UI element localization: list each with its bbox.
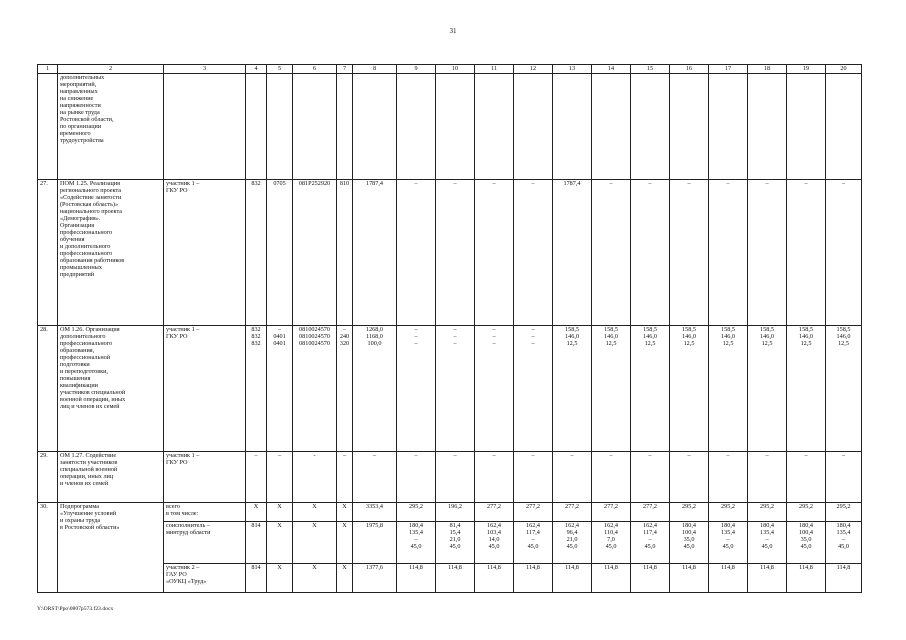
header-cell: 17 xyxy=(709,65,748,74)
executor-cell: участник 2 – ГАУ РО «ОУКЦ «Труд» xyxy=(164,564,246,593)
vr-cell: Х xyxy=(337,522,353,564)
value-cell: 158,5 146,0 12,5 xyxy=(631,326,670,452)
header-cell: 18 xyxy=(748,65,787,74)
table-row-28 xyxy=(38,326,862,452)
value-cell: 162,4 117,4 – 45,0 xyxy=(514,522,553,564)
value-cell: – xyxy=(397,180,436,326)
value-cell xyxy=(397,74,436,180)
value-cell: 114,8 xyxy=(631,564,670,593)
row-number: 28. xyxy=(38,326,58,452)
header-cell: 11 xyxy=(475,65,514,74)
header-cell: 12 xyxy=(514,65,553,74)
value-cell: 162,4 96,4 21,0 45,0 xyxy=(553,522,592,564)
value-cell: 180,4 100,4 35,0 45,0 xyxy=(670,522,709,564)
value-cell: 295,2 xyxy=(670,503,709,522)
csr-cell: 081P252920 xyxy=(293,180,337,326)
header-cell: 15 xyxy=(631,65,670,74)
header-cell: 10 xyxy=(436,65,475,74)
value-cell: – xyxy=(748,180,787,326)
vr-cell: 810 xyxy=(337,180,353,326)
value-cell: – xyxy=(592,180,631,326)
value-cell: 81,4 15,4 21,0 45,0 xyxy=(436,522,475,564)
total-cell: 1787,4 xyxy=(353,180,397,326)
table-row-29 xyxy=(38,452,862,503)
value-cell xyxy=(246,74,267,180)
value-cell: 114,8 xyxy=(709,564,748,593)
value-cell: 180,4 100,4 35,0 45,0 xyxy=(787,522,826,564)
value-cell: 180,4 135,4 – 45,0 xyxy=(709,522,748,564)
total-cell: 1268,0 1168,0 100,0 xyxy=(353,326,397,452)
measure-name: ПОМ 1.25. Реализация регионального проекта «Содействие занятости (Ростовская область)» национального проекта «Демография». Организация профессионального обучения и дополнительного профессионального образования работников промышленных предприятий xyxy=(58,180,164,326)
value-cell xyxy=(514,74,553,180)
header-cell: 14 xyxy=(592,65,631,74)
value-cell xyxy=(787,74,826,180)
header-cell: 16 xyxy=(670,65,709,74)
measure-name: ОМ 1.27. Содействие занятости участников специальной военной операции, иных лиц и членов их семей xyxy=(58,452,164,503)
header-cell: 4 xyxy=(246,65,267,74)
value-cell: 180,4 135,4 – 45,0 xyxy=(748,522,787,564)
total-cell: 1377,6 xyxy=(353,564,397,593)
value-cell xyxy=(293,74,337,180)
header-cell: 7 xyxy=(337,65,353,74)
csr-cell: Х xyxy=(293,522,337,564)
value-cell: – xyxy=(670,180,709,326)
value-cell xyxy=(353,74,397,180)
table-row-30-total xyxy=(38,503,862,522)
value-cell: 158,5 146,0 12,5 xyxy=(553,326,592,452)
executor-cell: соисполнитель – минтруд области xyxy=(164,522,246,564)
table-row-27 xyxy=(38,180,862,326)
value-cell: 180,4 135,4 – 45,0 xyxy=(397,522,436,564)
row-number xyxy=(38,74,58,180)
vr-cell: Х xyxy=(337,564,353,593)
total-cell: 3353,4 xyxy=(353,503,397,522)
rzpr-cell: – 0401 0401 xyxy=(267,326,293,452)
value-cell: 114,8 xyxy=(553,564,592,593)
value-cell: 295,2 xyxy=(709,503,748,522)
value-cell: 295,2 xyxy=(826,503,862,522)
grbs-cell: 832 832 832 xyxy=(246,326,267,452)
executor-cell xyxy=(164,74,246,180)
value-cell: 114,8 xyxy=(748,564,787,593)
measure-name: Подпрограмма «Улучшение условий и охраны труда в Ростовской области» xyxy=(58,503,164,593)
column-number-header xyxy=(38,65,862,74)
header-cell: 3 xyxy=(164,65,246,74)
table-row-continuation xyxy=(38,74,862,180)
header-cell: 9 xyxy=(397,65,436,74)
value-cell xyxy=(592,74,631,180)
value-cell: – xyxy=(670,452,709,503)
value-cell xyxy=(436,74,475,180)
value-cell xyxy=(553,74,592,180)
value-cell: 1787,4 xyxy=(553,180,592,326)
value-cell: – – – xyxy=(397,326,436,452)
header-cell: 5 xyxy=(267,65,293,74)
rzpr-cell: Х xyxy=(267,503,293,522)
value-cell: 114,8 xyxy=(436,564,475,593)
header-cell: 13 xyxy=(553,65,592,74)
value-cell xyxy=(631,74,670,180)
row-number: 30. xyxy=(38,503,58,593)
value-cell xyxy=(475,74,514,180)
rzpr-cell: Х xyxy=(267,522,293,564)
value-cell: 114,8 xyxy=(826,564,862,593)
value-cell: 158,5 146,0 12,5 xyxy=(670,326,709,452)
csr-cell: - xyxy=(293,452,337,503)
value-cell: – xyxy=(436,452,475,503)
value-cell: – xyxy=(826,180,862,326)
value-cell: 295,2 xyxy=(397,503,436,522)
value-cell xyxy=(670,74,709,180)
value-cell: 277,2 xyxy=(592,503,631,522)
value-cell: 114,8 xyxy=(592,564,631,593)
value-cell: 162,4 110,4 7,0 45,0 xyxy=(592,522,631,564)
value-cell: 196,2 xyxy=(436,503,475,522)
rzpr-cell: 0705 xyxy=(267,180,293,326)
value-cell: 114,8 xyxy=(397,564,436,593)
value-cell: – xyxy=(826,452,862,503)
grbs-cell: 814 xyxy=(246,564,267,593)
value-cell: – – – xyxy=(436,326,475,452)
program-table xyxy=(37,64,862,593)
executor-cell: участник 1 – ГКУ РО xyxy=(164,180,246,326)
grbs-cell: – xyxy=(246,452,267,503)
value-cell xyxy=(337,74,353,180)
value-cell: 158,5 146,0 12,5 xyxy=(592,326,631,452)
header-cell: 6 xyxy=(293,65,337,74)
document-path-footer: Y:\ORST\Ppo\0807p573.f23.docx xyxy=(37,606,114,612)
grbs-cell: 832 xyxy=(246,180,267,326)
csr-cell: Х xyxy=(293,564,337,593)
value-cell: 277,2 xyxy=(553,503,592,522)
page-number: 31 xyxy=(449,27,457,35)
value-cell: 277,2 xyxy=(631,503,670,522)
value-cell: 180,4 135,4 – 45,0 xyxy=(826,522,862,564)
grbs-cell: Х xyxy=(246,503,267,522)
executor-cell: участник 1 – ГКУ РО xyxy=(164,452,246,503)
total-cell: 1975,8 xyxy=(353,522,397,564)
value-cell: – xyxy=(553,452,592,503)
measure-name: дополнительных мероприятий, направленных на снижение напряженности на рынке труда Ростовской области, по организации временного трудоустройства xyxy=(58,74,164,180)
value-cell: – – – xyxy=(514,326,553,452)
executor-cell: всего в том числе: xyxy=(164,503,246,522)
value-cell: 162,4 117,4 – 45,0 xyxy=(631,522,670,564)
value-cell: 295,2 xyxy=(748,503,787,522)
row-number: 27. xyxy=(38,180,58,326)
vr-cell: Х xyxy=(337,503,353,522)
value-cell xyxy=(709,74,748,180)
value-cell: 158,5 146,0 12,5 xyxy=(748,326,787,452)
total-cell: – xyxy=(353,452,397,503)
value-cell: – xyxy=(709,452,748,503)
vr-cell: – xyxy=(337,452,353,503)
value-cell: – xyxy=(475,180,514,326)
value-cell: 114,8 xyxy=(475,564,514,593)
row-number: 29. xyxy=(38,452,58,503)
value-cell: – xyxy=(514,180,553,326)
measure-name: ОМ 1.26. Организация дополнительного профессионального образования, профессиональной подготовки и переподготовки, повышения квалификации участников специальной военной операции, иных лиц и членов их семей xyxy=(58,326,164,452)
value-cell: 158,5 146,0 12,5 xyxy=(826,326,862,452)
value-cell: 114,8 xyxy=(787,564,826,593)
value-cell: – xyxy=(436,180,475,326)
csr-cell: 0810024570 0810024570 0810024570 xyxy=(293,326,337,452)
value-cell: – xyxy=(709,180,748,326)
value-cell: – xyxy=(787,180,826,326)
value-cell: – xyxy=(631,452,670,503)
value-cell: – xyxy=(748,452,787,503)
value-cell: – xyxy=(592,452,631,503)
header-cell: 19 xyxy=(787,65,826,74)
value-cell: 158,5 146,0 12,5 xyxy=(709,326,748,452)
executor-cell: участник 1 – ГКУ РО xyxy=(164,326,246,452)
value-cell: 114,8 xyxy=(514,564,553,593)
header-cell: 8 xyxy=(353,65,397,74)
value-cell: 114,8 xyxy=(670,564,709,593)
value-cell: 158,5 146,0 12,5 xyxy=(787,326,826,452)
value-cell xyxy=(826,74,862,180)
value-cell: – xyxy=(475,452,514,503)
value-cell xyxy=(748,74,787,180)
csr-cell: Х xyxy=(293,503,337,522)
value-cell: 295,2 xyxy=(787,503,826,522)
value-cell: 277,2 xyxy=(475,503,514,522)
value-cell xyxy=(267,74,293,180)
value-cell: – xyxy=(397,452,436,503)
value-cell: – xyxy=(514,452,553,503)
vr-cell: – 240 320 xyxy=(337,326,353,452)
value-cell: 162,4 103,4 14,0 45,0 xyxy=(475,522,514,564)
header-cell: 20 xyxy=(826,65,862,74)
value-cell: – – – xyxy=(475,326,514,452)
header-cell: 2 xyxy=(58,65,164,74)
rzpr-cell: – xyxy=(267,452,293,503)
header-cell: 1 xyxy=(38,65,58,74)
grbs-cell: 814 xyxy=(246,522,267,564)
rzpr-cell: Х xyxy=(267,564,293,593)
value-cell: – xyxy=(631,180,670,326)
value-cell: – xyxy=(787,452,826,503)
value-cell: 277,2 xyxy=(514,503,553,522)
